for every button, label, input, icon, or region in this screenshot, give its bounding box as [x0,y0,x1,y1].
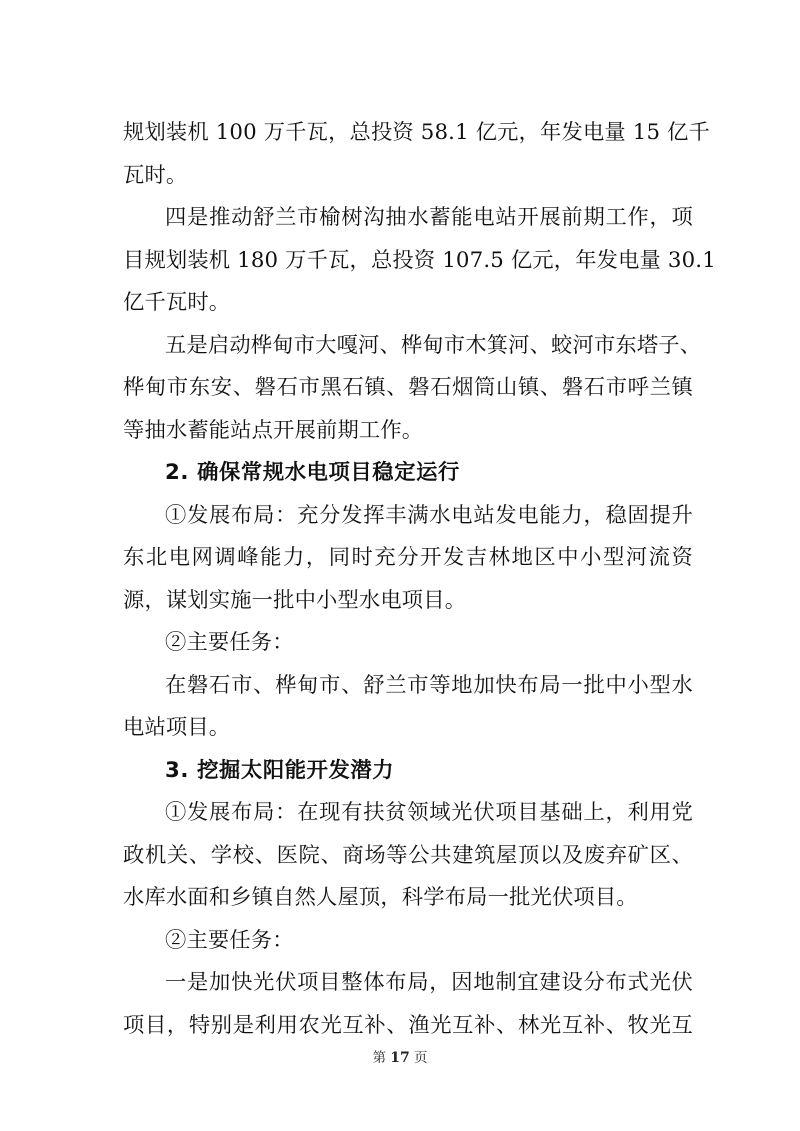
text-line: ②主要任务： [165,927,294,953]
page-number: 17 [390,1050,410,1066]
text-line: ①发展布局：在现有扶贫领域光伏项目基础上，利用党 [165,800,693,825]
section-heading: 3. 挖掘太阳能开发潜力 [165,757,395,783]
text-line: 政机关、学校、医院、商场等公共建筑屋顶以及废弃矿区、 [123,842,693,868]
text-line: ②主要任务： [165,630,294,655]
text-line: 目规划装机 180 万千瓦，总投资 107.5 亿元，年发电量 30.1 [123,247,716,273]
text-line: 等抽水蓄能站点开展前期工作。 [123,417,424,443]
text-line: 规划装机 100 万千瓦，总投资 58.1 亿元，年发电量 15 亿千 [123,120,710,145]
text-line: 桦甸市东安、磐石市黑石镇、磐石烟筒山镇、磐石市呼兰镇 [123,375,693,400]
footer-suffix: 页 [414,1050,428,1066]
text-line: ①发展布局：充分发挥丰满水电站发电能力，稳固提升 [165,502,693,528]
page-footer [0,1048,800,1068]
text-line: 水库水面和乡镇自然人屋顶，科学布局一批光伏项目。 [123,885,638,910]
footer-prefix: 第 [372,1050,386,1066]
text-line: 项目，特别是利用农光互补、渔光互补、林光互补、牧光互 [123,1012,693,1038]
text-line: 亿千瓦时。 [123,290,231,315]
text-line: 一是加快光伏项目整体布局，因地制宜建设分布式光伏 [165,970,693,995]
text-line: 电站项目。 [123,715,231,740]
text-line: 五是启动桦甸市大嘎河、桦甸市木箕河、蛟河市东塔子、 [165,332,702,358]
text-line: 瓦时。 [123,162,188,188]
section-heading: 2. 确保常规水电项目稳定运行 [165,460,460,485]
document-body [123,112,716,1047]
text-line: 四是推动舒兰市榆树沟抽水蓄能电站开展前期工作，项 [165,205,693,230]
text-line: 源，谋划实施一批中小型水电项目。 [123,587,467,613]
text-line: 东北电网调峰能力，同时充分开发吉林地区中小型河流资 [123,545,693,570]
text-line: 在磐石市、桦甸市、舒兰市等地加快布局一批中小型水 [165,672,693,698]
